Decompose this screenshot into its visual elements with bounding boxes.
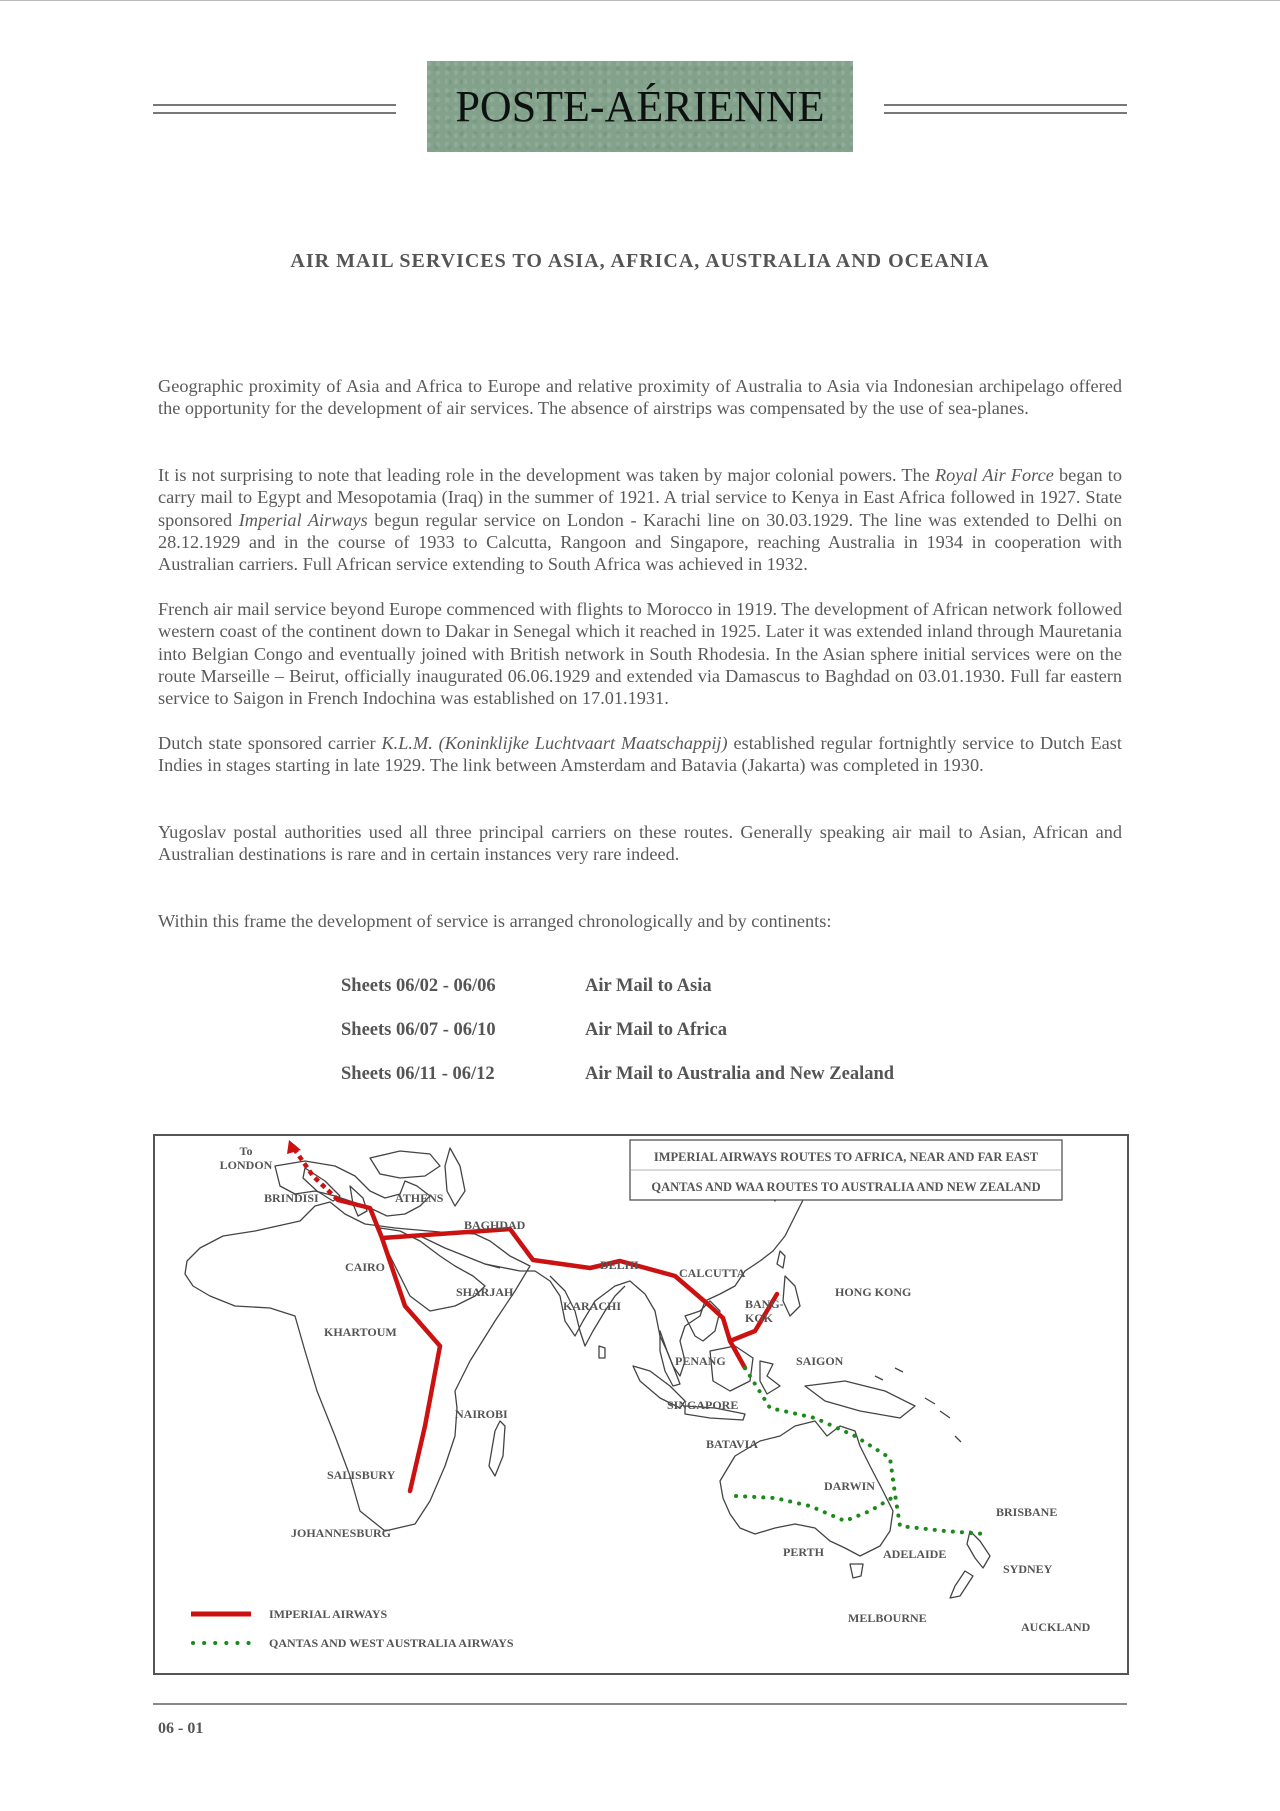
paragraph-text: Yugoslav postal authorities used all three principal carriers on these routes. Generally speaking air mail to Asian, African and Australian destinations is rare and in certain instances very rare indeed. [158, 822, 1122, 865]
section-title: AIR MAIL SERVICES TO ASIA, AFRICA, AUSTRALIA AND OCEANIA [290, 250, 990, 272]
caspian-coast [445, 1148, 465, 1206]
label-athens: ATHENS [395, 1191, 444, 1205]
paragraph-text: Geographic proximity of Asia and Africa to Europe and relative proximity of Australia to Asia via Indonesian archipelago offered the opportunity for the development of air services. The absence of airstrips was compensated by the use of sea-planes. [158, 376, 1122, 419]
route-map [153, 1134, 1129, 1675]
black-sea-coast [370, 1151, 440, 1178]
label-melbourne: MELBOURNE [848, 1611, 927, 1625]
sheet-row-australia [341, 1064, 894, 1085]
label-khartoum: KHARTOUM [324, 1325, 397, 1339]
london-arrow-icon [287, 1140, 301, 1154]
paragraph-klm [158, 732, 1122, 777]
map-title-imperial: IMPERIAL AIRWAYS ROUTES TO AFRICA, NEAR AND FAR EAST [653, 1150, 1039, 1164]
islands-coast [875, 1368, 961, 1442]
top-rule [0, 0, 1280, 1]
label-bangkok-2: KOK [745, 1311, 774, 1325]
qantas-route-main [745, 1368, 985, 1534]
sheet-title: Air Mail to Asia [585, 976, 712, 996]
sheet-title: Air Mail to Africa [585, 1020, 727, 1040]
paragraph-text: established regular fortnightly service to Dutch East Indies in stages starting in late 1929. The link between Amsterdam and Batavia (Jakarta) was completed in 1930. [158, 733, 1122, 776]
header-left-rule [153, 104, 396, 114]
sheet-title: Air Mail to Australia and New Zealand [585, 1064, 895, 1084]
paragraph-text: It is not surprising to note that leading role in the development was taken by major colonial powers. The [158, 465, 935, 485]
label-nairobi: NAIROBI [455, 1407, 508, 1421]
new-guinea-coast [805, 1381, 915, 1418]
label-hong-kong: HONG KONG [835, 1285, 912, 1299]
label-johannesburg: JOHANNESBURG [291, 1526, 392, 1540]
label-sharjah: SHARJAH [456, 1285, 514, 1299]
label-baghdad: BAGHDAD [464, 1218, 526, 1232]
label-bangkok-1: BANG- [745, 1297, 784, 1311]
tasmania-coast [850, 1564, 863, 1578]
label-penang: PENANG [675, 1354, 726, 1368]
label-singapore: SINGAPORE [667, 1398, 739, 1412]
label-auckland: AUCKLAND [1021, 1620, 1091, 1634]
greece-coast [350, 1186, 367, 1216]
sheet-row-asia [341, 976, 712, 997]
paragraph-text: began to carry mail to Egypt and Mesopotamia (Iraq) in the summer of 1921. A trial service to Kenya in East Africa followed in 1927. State sponsored [158, 465, 1122, 530]
emphasis-klm: K.L.M. (Koninklijke Luchtvaart Maatschappij) [381, 733, 728, 753]
route-map-svg [155, 1136, 1127, 1673]
header-right-rule [884, 104, 1127, 114]
label-adelaide: ADELAIDE [883, 1547, 947, 1561]
label-to: To [239, 1144, 253, 1158]
label-cairo: CAIRO [345, 1260, 386, 1274]
paragraph-frame [158, 910, 1122, 932]
sri-lanka-coast [599, 1346, 605, 1358]
imperial-route-africa [382, 1238, 440, 1491]
label-brisbane: BRISBANE [996, 1505, 1058, 1519]
paragraph-text: Within this frame the development of service is arranged chronologically and by continents: [158, 911, 832, 931]
qantas-route-west [736, 1496, 895, 1521]
label-saigon: SAIGON [796, 1354, 844, 1368]
map-title-qantas: QANTAS AND WAA ROUTES TO AUSTRALIA AND NEW ZEALAND [651, 1180, 1041, 1194]
paragraph-text: French air mail service beyond Europe commenced with flights to Morocco in 1919. The development of African network followed western coast of the continent down to Dakar in Senegal which it reached in 1925. Later it was extended inland through Mauretania into Belgian Congo and eventually joined with British network in South Rhodesia. In the Asian sphere initial services were on the route Marseille – Beirut, officially inaugurated 06.06.1929 and extended via Damascus to Baghdad on 03.01.1930. Full far eastern service to Saigon in French Indochina was established on 17.01.1931. [158, 599, 1122, 709]
label-salisbury: SALISBURY [327, 1468, 396, 1482]
city-labels [220, 1144, 1091, 1634]
taiwan-coast [777, 1251, 785, 1268]
gulf-coast [420, 1236, 500, 1268]
emphasis-raf: Royal Air Force [934, 465, 1054, 485]
map-legend [191, 1607, 514, 1650]
label-sydney: SYDNEY [1003, 1562, 1053, 1576]
label-brindisi: BRINDISI [264, 1191, 319, 1205]
philippines-coast [783, 1276, 800, 1316]
legend-qantas-label: QANTAS AND WEST AUSTRALIA AIRWAYS [269, 1636, 514, 1650]
sheet-range: Sheets 06/07 - 06/10 [341, 1020, 496, 1040]
new-zealand-north-coast [967, 1531, 990, 1568]
paragraph-colonial-powers [158, 464, 1122, 575]
paragraph-french-service [158, 598, 1122, 709]
label-london: LONDON [219, 1158, 273, 1172]
sulawesi-coast [760, 1361, 780, 1394]
page-number: 06 - 01 [158, 1720, 204, 1737]
header-banner [427, 61, 853, 152]
sheet-range: Sheets 06/11 - 06/12 [341, 1064, 495, 1084]
label-darwin: DARWIN [824, 1479, 875, 1493]
paragraph-yugoslav [158, 821, 1122, 866]
paragraph-text: begun regular service on London - Karachi line on 30.03.1929. The line was extended to Delhi on 28.12.1929 and in the course of 1933 to Calcutta, Rangoon and Singapore, reaching Australia in 1934 in cooperation with Australian carriers. Full African service extending to South Africa was achieved in 1932. [158, 509, 1122, 575]
footer-rule [153, 1703, 1127, 1705]
sheet-row-africa [341, 1020, 727, 1041]
madagascar-coast [489, 1421, 505, 1476]
new-zealand-south-coast [950, 1571, 973, 1598]
legend-imperial-label: IMPERIAL AIRWAYS [269, 1607, 388, 1621]
emphasis-imperial-airways: Imperial Airways [238, 509, 368, 530]
paragraph-geography [158, 375, 1122, 420]
label-karachi: KARACHI [563, 1299, 622, 1313]
paragraph-text: Dutch state sponsored carrier [158, 733, 382, 753]
page-title: POSTE-AÉRIENNE [455, 82, 825, 131]
label-batavia: BATAVIA [706, 1437, 759, 1451]
label-calcutta: CALCUTTA [679, 1266, 746, 1280]
label-delhi: DELHI [600, 1258, 639, 1272]
sheet-range: Sheets 06/02 - 06/06 [341, 976, 496, 996]
qantas-routes [736, 1368, 985, 1534]
label-perth: PERTH [783, 1545, 824, 1559]
